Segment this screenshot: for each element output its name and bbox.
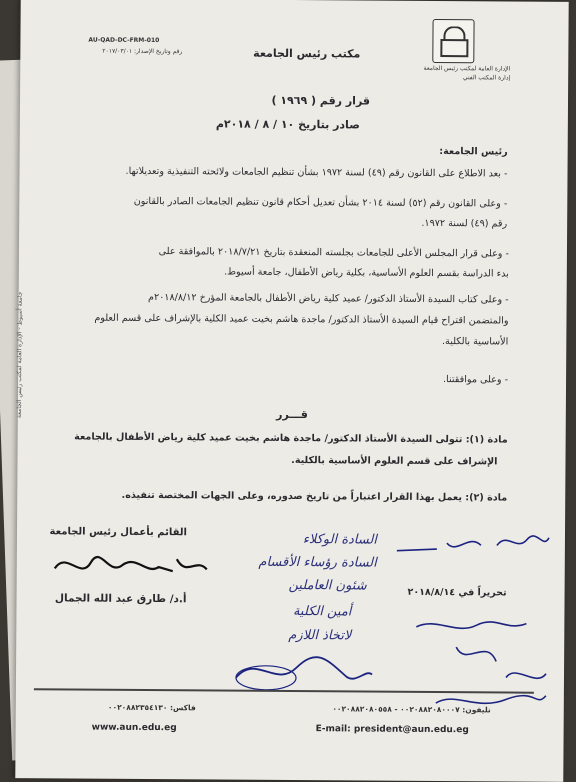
admin-line-2: إدارة المكتب الفني xyxy=(462,74,511,82)
preamble-1: - بعد الاطلاع على القانون رقم (٤٩) لسنة ١٩٧٢ بشأن تنظيم الجامعات ولائحته التنفيذية وتعديلاتها. xyxy=(125,165,508,180)
form-code: AU-QAD-DC-FRM-010 xyxy=(88,36,160,45)
distribution-line-5: لاتخاذ اللازم xyxy=(288,627,352,644)
article-1b: الإشراف على قسم العلوم الأساسية بالكلية. xyxy=(291,454,498,468)
decision-date: صادر بتاريخ ١٠ / ٨ / ٢٠١٨م xyxy=(215,117,360,132)
preamble-5: - وعلى موافقتنا. xyxy=(442,374,509,386)
distribution-line-3: شئون العاملين xyxy=(288,577,367,594)
admin-line-1: الإدارة العامة لمكتب رئيس الجامعة xyxy=(423,64,511,73)
footer-phone: تليفون: ٠٠٢٠٨٨٢٠٨٠٠٠٧ - ٠٠٢٠٨٨٢٠٨٠٥٥٨ xyxy=(332,704,491,715)
preamble-4b: والمتضمن اقتراح قيام السيدة الأستاذ الدكتور/ ماجدة هاشم بخيت عميد الكلية بالإشراف على قسم العلوم xyxy=(94,312,509,327)
signature-role: القائم بأعمال رئيس الجامعة xyxy=(49,526,188,539)
preamble-2a: - وعلى القانون رقم (٥٢) لسنة ٢٠١٤ بشأن تعديل أحكام قانون تنظيم الجامعات الصادر بالقانون xyxy=(133,195,508,210)
issue-line: رقم وتاريخ الإصدار: ٢٠١٧/٠٣/٠١ xyxy=(102,47,183,56)
president-signature xyxy=(47,546,217,587)
distribution-line-1: السادة الوكلاء xyxy=(302,532,378,548)
university-logo xyxy=(432,19,474,63)
office-title: مكتب رئيس الجامعة xyxy=(253,46,361,61)
decision-number: قرار رقم ( ١٩٦٩ ) xyxy=(271,93,371,108)
preamble-3a: - وعلى قرار المجلس الأعلى للجامعات بجلسته المنعقدة بتاريخ ٢٠١٨/٧/٢١ بالموافقة على xyxy=(158,246,509,260)
addressee: رئيس الجامعة: xyxy=(439,146,508,158)
preamble-3b: بدء الدراسة بقسم العلوم الأساسية، بكلية رياض الأطفال، جامعة أسيوط. xyxy=(224,266,509,280)
preamble-4a: - وعلى كتاب السيدة الأستاذ الدكتور/ عميد كلية رياض الأطفال بالجامعة المؤرخ ٢٠١٨/٨/١٢م xyxy=(148,291,509,306)
side-note: جامعة أسيوط - الإدارة العامة لمكتب رئيس الجامعة xyxy=(15,291,24,419)
distribution-line-2: السادة رؤساء الأقسام xyxy=(258,554,377,571)
preamble-2b: رقم (٤٩) لسنة ١٩٧٢. xyxy=(421,217,508,230)
resolution-title: قـــرر xyxy=(276,407,308,422)
article-2: مادة (٢): يعمل بهذا القرار اعتباراً من تاريخ صدوره، وعلى الجهات المختصة تنفيذه. xyxy=(121,489,508,504)
decision-document xyxy=(15,0,568,782)
article-1a: مادة (١): تتولى السيدة الأستاذ الدكتور/ ماجدة هاشم بخيت عميد كلية رياض الأطفال بالجامعة xyxy=(74,431,508,446)
footer-fax: فاكس: ٠٠٢٠٨٨٢٣٥٤١٣٠ xyxy=(107,702,196,713)
preamble-4c: الأساسية بالكلية. xyxy=(441,336,509,348)
signature-name: أ.د/ طارق عبد الله الجمال xyxy=(54,592,187,606)
handwritten-annotation-top xyxy=(377,521,557,592)
footer-email: E-mail: president@aun.edu.eg xyxy=(315,724,469,736)
footer-website: www.aun.edu.eg xyxy=(91,722,177,734)
written-date: تحريراً في ٢٠١٨/٨/١٤ xyxy=(407,586,507,599)
distribution-line-4: أمين الكلية xyxy=(292,604,352,620)
